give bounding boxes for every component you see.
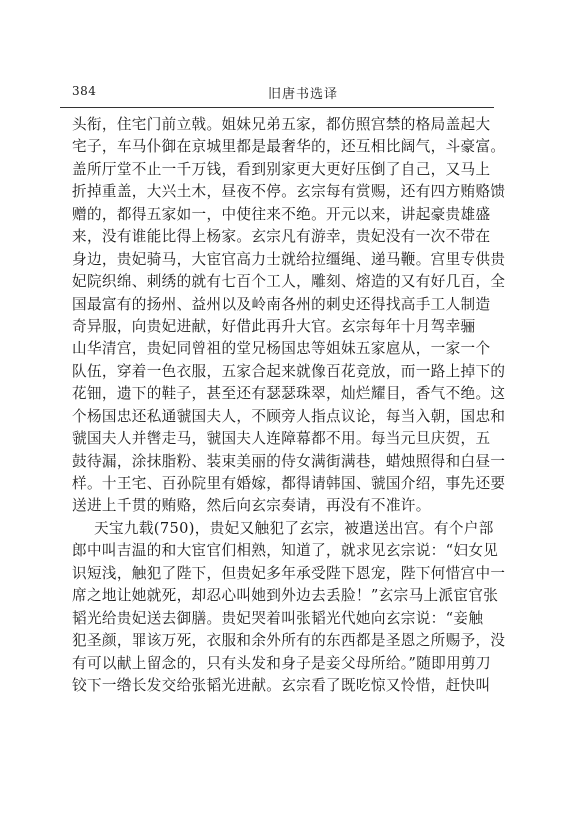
text-line: 席之地让她就死，却忍心叫她到外边去丢脸！”玄宗马上派宦官张 (72, 587, 499, 605)
text-line: 奇异服，向贵妃进献，好借此再升大官。玄宗每年十月驾幸骊 (72, 317, 476, 335)
text-line: 山华清宫，贵妃同曾祖的堂兄杨国忠等姐妹五家扈从，一家一个 (72, 340, 491, 358)
text-line: 个杨国忠还私通虢国夫人，不顾旁人指点议论，每当入朝，国忠和 (72, 407, 506, 425)
page-header (72, 84, 494, 102)
text-line: 花钿，遗下的鞋子，甚至还有瑟瑟珠翠，灿烂耀目，香气不绝。这 (72, 385, 506, 403)
text-line: 盖所厅堂不止一千万钱，看到别家更大更好压倒了自己，又马上 (72, 160, 491, 178)
text-line: 宅子，车马仆御在京城里都是最奢华的，还互相比阔气，斗豪富。 (72, 138, 506, 156)
page-number: 384 (72, 84, 97, 98)
text-line: 犯圣颜，罪该万死，衣服和余外所有的东西都是圣恩之所赐予，没 (72, 632, 506, 650)
text-line: 赠的，都得五家如一，中使往来不绝。开元以来，讲起豪贵雄盛 (72, 205, 491, 223)
text-line: 送进上千贯的贿赂，然后向玄宗奏请，再没有不准许。 (72, 497, 431, 515)
text-line: 折掉重盖，大兴土木，昼夜不停。玄宗每有赏赐，还有四方贿赂馈 (72, 183, 506, 201)
text-line: 来，没有谁能比得上杨家。玄宗凡有游幸，贵妃没有一次不带在 (72, 228, 491, 246)
text-line: 妃院织绵、刺绣的就有七百个工人，雕刻、熔造的又有好几百，全 (72, 273, 506, 291)
text-line: 虢国夫人并辔走马，虢国夫人连障幕都不用。每当元旦庆贺，五 (72, 430, 491, 448)
header-rule (60, 107, 494, 108)
paragraph-2 (72, 518, 506, 698)
paragraph-1 (72, 114, 506, 518)
text-line: 郎中叫吉温的和大宦官们相熟，知道了，就求见玄宗说：“妇女见 (72, 542, 499, 560)
text-line: 识短浅，触犯了陛下，但贵妃多年承受陛下恩宠，陛下何惜宫中一 (72, 564, 506, 582)
text-line: 队伍，穿着一色衣服，五家合起来就像百花竞放，而一路上掉下的 (72, 362, 506, 380)
running-title: 旧唐书选译 (268, 87, 339, 102)
text-line: 鼓待漏，涂抹脂粉、装束美丽的侍女满街满巷，蜡烛照得和白昼一 (72, 452, 506, 470)
text-line: 样。十王宅、百孙院里有婚嫁，都得请韩国、虢国介绍，事先还要 (72, 475, 506, 492)
body-text (72, 114, 506, 697)
text-line: 头衔，住宅门前立戟。姐妹兄弟五家，都仿照宫禁的格局盖起大 (72, 116, 491, 133)
text-line: 韬光给贵妃送去御膳。贵妃哭着叫张韬光代她向玄宗说：“妾触 (72, 609, 484, 627)
text-line: 身边，贵妃骑马，大宦官高力士就给拉缰绳、递马鞭。宫里专供贵 (72, 250, 506, 268)
text-line: 有可以献上留念的，只有头发和身子是妾父母所给。”随即用剪刀 (72, 654, 491, 672)
text-line: 国最富有的扬州、益州以及岭南各州的刺史还得找高手工人制造 (72, 295, 491, 313)
text-line: 天宝九载(750)，贵妃又触犯了玄宗，被遣送出宫。有个户部 (94, 519, 494, 537)
text-line: 铰下一绺长发交给张韬光进献。玄宗看了既吃惊又怜惜，赶快叫 (72, 676, 491, 694)
